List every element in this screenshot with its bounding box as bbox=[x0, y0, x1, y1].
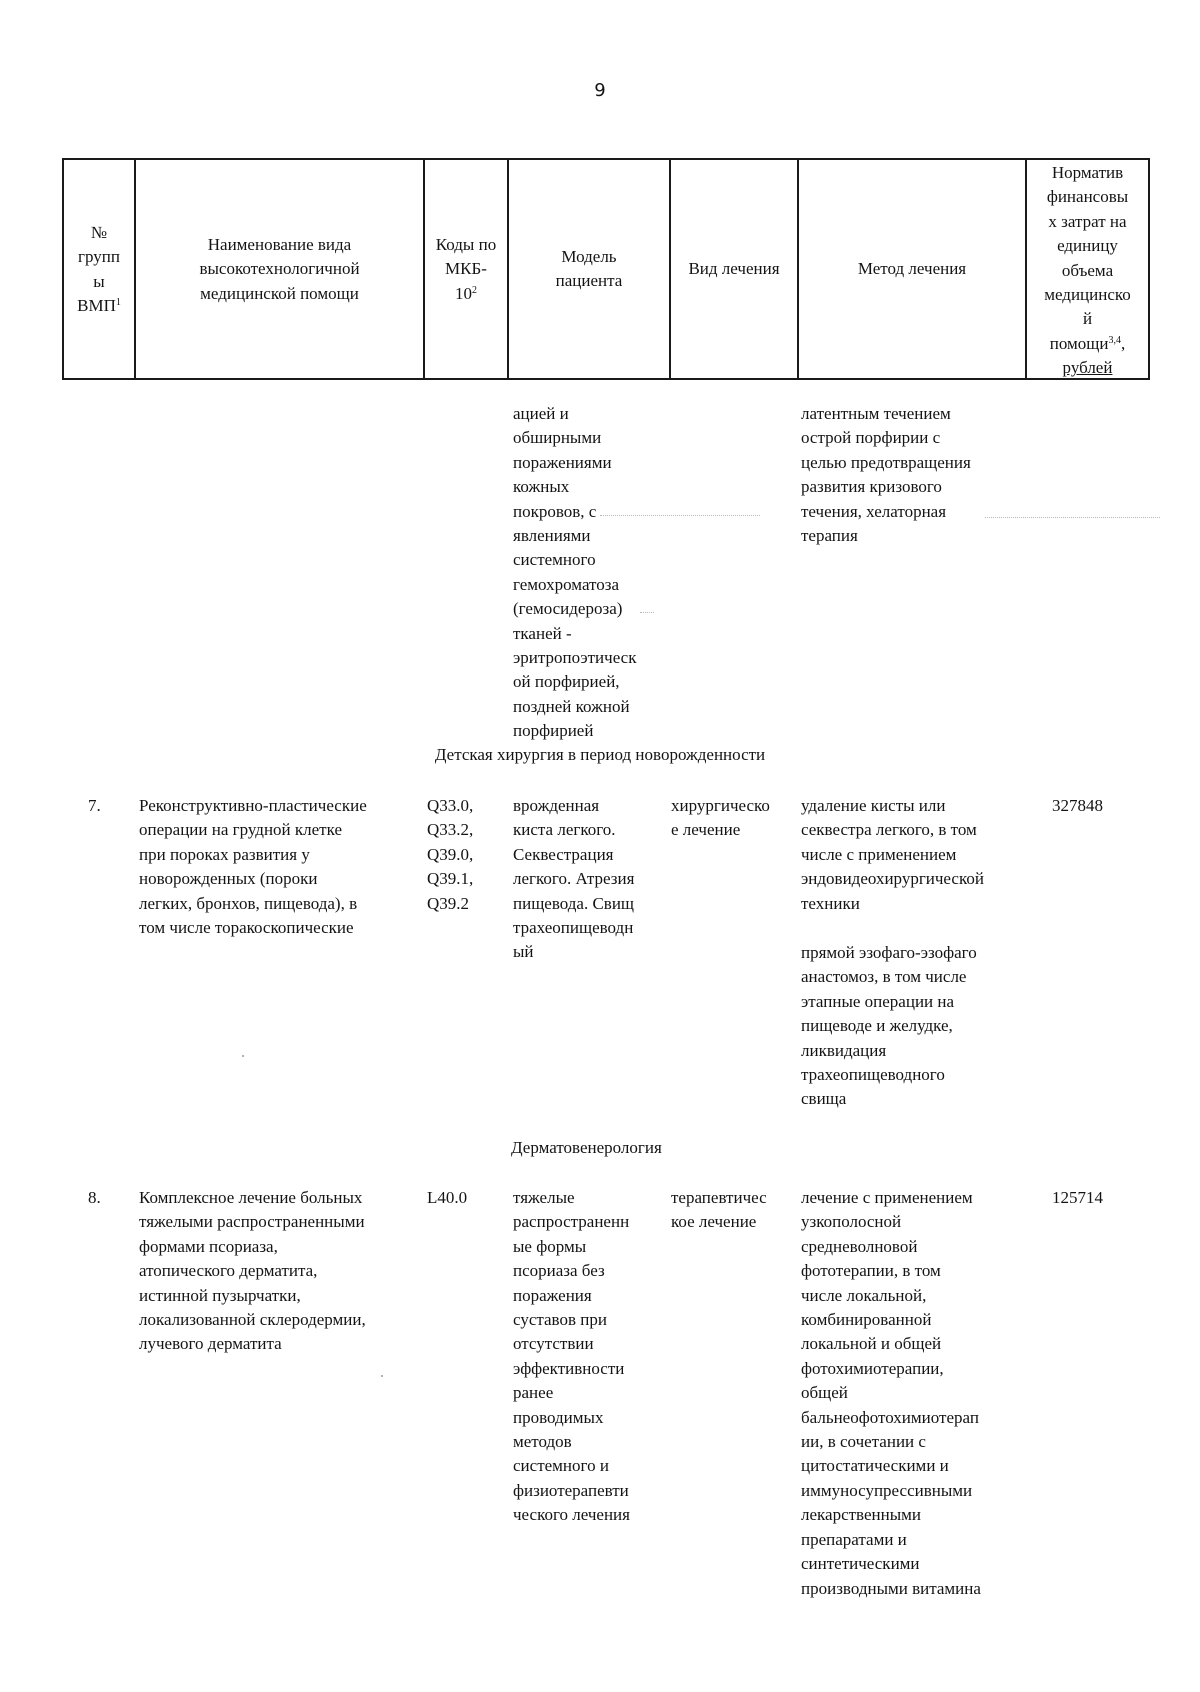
header-cost-standard: Норматив финансовы х затрат на единицу объема медицинско й помощи$^{3,4}$, bbox=[1044, 163, 1131, 353]
header-top-border bbox=[62, 158, 1149, 160]
header-care-type-name: Наименование вида высокотехнологичной медицинской помощи bbox=[199, 235, 360, 303]
treatment-method-cell: латентным течением острой порфирии с целью предотвращения развития кризового течения, хелаторная терапия bbox=[801, 404, 971, 546]
treatment-method-cell: прямой эзофаго-эзофаго анастомоз, в том числе этапные операции на пищеводе и желудке, ликвидация трахеопищеводного свища bbox=[801, 943, 977, 1109]
header-patient-model: Модель пациента bbox=[555, 247, 623, 291]
header-treatment-method: Метод лечения bbox=[857, 259, 967, 278]
treatment-type-cell: терапевтичес кое лечение bbox=[671, 1188, 767, 1232]
section-title: Дерматовенерология bbox=[511, 1138, 662, 1157]
patient-model-cell: ацией и обширными поражениями кожных покровов, с явлениями системного гемохроматоза (гемосидероза) тканей - эритропоэтическ ой порфирией, поздней кожной порфирией bbox=[513, 404, 637, 741]
header-icd-codes: Коды по МКБ- $10^2$ bbox=[435, 235, 497, 303]
care-type-name-cell: Комплексное лечение больных тяжелыми распространенными формами псориаза, атопического дерматита, истинной пузырчатки, локализованной склеродермии, лучевого дерматита bbox=[139, 1188, 366, 1354]
scan-artifact bbox=[381, 1375, 383, 1377]
row-number: 7. bbox=[88, 796, 101, 815]
scan-artifact bbox=[600, 515, 760, 517]
section-title: Детская хирургия в период новорожденности bbox=[434, 745, 766, 764]
patient-model-cell: врожденная киста легкого. Секвестрация легкого. Атрезия пищевода. Свищ трахеопищеводн ый bbox=[513, 796, 635, 962]
treatment-type-cell: хирургическо е лечение bbox=[671, 796, 770, 840]
treatment-method-cell: удаление кисты или секвестра легкого, в том числе с применением эндовидеохирургической техники bbox=[801, 796, 984, 913]
scan-artifact bbox=[640, 612, 654, 614]
care-type-name-cell: Реконструктивно-пластические операции на грудной клетке при пороках развития у новорожденных (пороки легких, бронхов, пищевода), в том числе торакоскопические bbox=[139, 796, 367, 938]
header-cost-unit: рублей bbox=[1062, 358, 1113, 377]
treatment-method-cell: лечение с применением узкополосной средневолновой фототерапии, в том числе локальной, комбинированной локальной и общей фотохимиотерапии, общей бальнеофотохимиотерап ии, в сочетании с цитостатическими и иммуносупрессивными лекарственными препаратами и синтетическими производными витамина bbox=[801, 1188, 981, 1598]
scan-artifact bbox=[242, 1055, 244, 1057]
patient-model-cell: тяжелые распространенн ые формы псориаза без поражения суставов при отсутствии эффективности ранее проводимых методов системного и физиотерапевти ческого лечения bbox=[513, 1188, 630, 1525]
header-bottom-border bbox=[62, 378, 1149, 380]
header-treatment-type: Вид лечения bbox=[688, 259, 780, 278]
cost-cell: 327848 bbox=[1052, 796, 1103, 815]
row-number: 8. bbox=[88, 1188, 101, 1207]
header-group-number: № групп ы ВМП$^1$ bbox=[77, 223, 121, 316]
icd-codes-cell: Q33.0, Q33.2, Q39.0, Q39.1, Q39.2 bbox=[427, 796, 474, 913]
page-number: 9 bbox=[594, 80, 606, 101]
scan-artifact bbox=[985, 517, 1160, 519]
cost-cell: 125714 bbox=[1052, 1188, 1103, 1207]
icd-codes-cell: L40.0 bbox=[427, 1188, 468, 1207]
header-col-divider bbox=[1148, 158, 1150, 380]
